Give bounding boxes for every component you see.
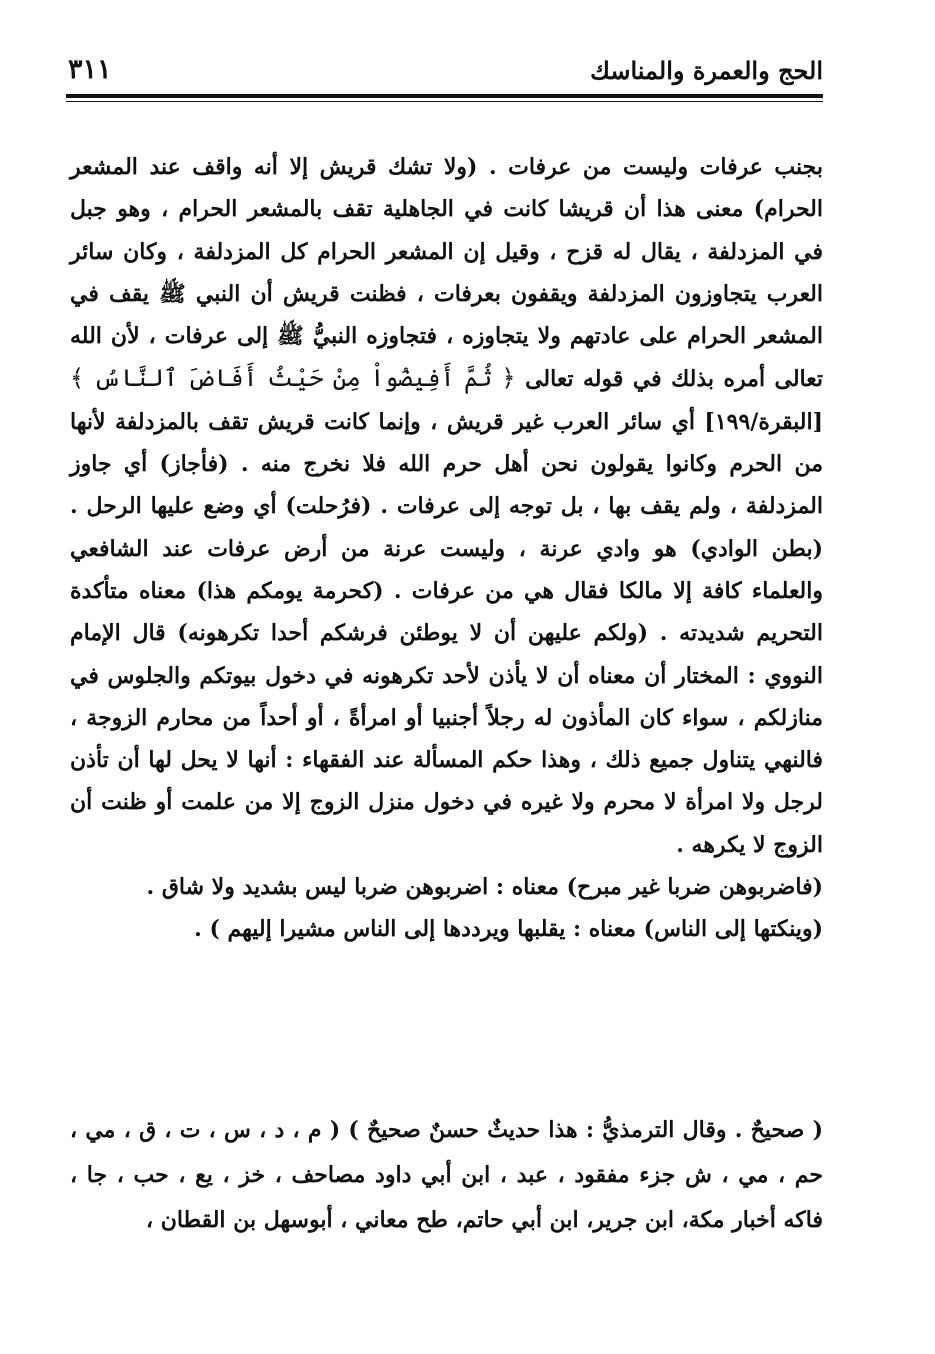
paragraph-text: [البقرة/١٩٩] أي سائر العرب غير قريش ، وإنما كانت قريش تقف بالمزدلفة لأنها من الحرم وكانوا يقولون نحن أهل حرم الله فلا نخرج منه . (فأجاز) أي جاوز المزدلفة ، ولم يقف بها ، بل توجه إلى عرفات . (فرُحلت) أي وضع عليها الرحل . (بطن الوادي) هو وادي عرنة ، وليست عرنة من أرض عرفات عند الشافعي والعلماء كافة إلا مالكا فقال هي من عرفات . (كحرمة يومكم هذا) معناه متأكدة التحريم شديدته . (ولكم عليهن أن لا يوطئن فرشكم أحدا تكرهونه) قال الإمام النووي : المختار أن معناه أن لا يأذن لأحد تكرهونه في دخول بيوتكم والجلوس في منازلكم ، سواء كان المأذون له رجلاً أجنبيا أو امرأةً ، أو أحداً من محارم الزوجة ، فالنهي يتناول جميع ذلك ، وهذا حكم المسألة عند الفقهاء : أنها لا يحل لها أن تأذن لرجل ولا امرأة لا محرم ولا غيره في دخول منزل الزوج إلا من علمت أو ظنت أن الزوج لا يكرهه . bbox=[70, 408, 823, 858]
paragraph: (فاضربوهن ضربا غير مبرح) معناه : اضربوهن ضربا ليس بشديد ولا شاق . bbox=[146, 874, 823, 901]
header-rule-thin bbox=[66, 101, 823, 102]
paragraph: (وينكتها إلى الناس) معناه : يقلبها ويرددها إلى الناس مشيرا إليهم ) . bbox=[194, 916, 823, 943]
paragraph-text: بجنب عرفات وليست من عرفات . (ولا تشك قريش إلا أنه واقف عند المشعر الحرام) معنى هذا أن قريشا كانت في الجاهلية تقف بالمشعر الحرام ، وهو جبل في المزدلفة ، يقال له قزح ، وقيل إن المشعر الحرام كل المزدلفة ، وكان سائر العرب يتجاوزون المزدلفة ويقفون بعرفات ، فظنت قريش أن النبي ﷺ يقف في المشعر الحرام على عادتهم ولا يتجاوزه ، فتجاوزه النبيُّ ﷺ إلى عرفات ، لأن الله تعالى أمره بذلك في قوله تعالى bbox=[70, 154, 823, 393]
main-text bbox=[70, 146, 823, 951]
page-header bbox=[68, 52, 823, 92]
paragraph bbox=[70, 146, 823, 866]
running-title: الحج والعمرة والمناسك bbox=[590, 56, 823, 85]
footnote-text: ( صحيحٌ . وقال الترمذيُّ : هذا حديثٌ حسنٌ صحيحٌ ) ( م ، د ، س ، ت ، ق ، مي ، حم ، مي ، ش جزء مفقود ، عبد ، ابن أبي داود مصاحف ، خز ، يع ، حب ، جا ، فاكه أخبار مكة، ابن جرير، ابن أبي حاتم، طح معاني ، أبوسهل بن القطان ، bbox=[70, 1117, 823, 1233]
page-number: ٣١١ bbox=[68, 54, 112, 85]
footnote bbox=[70, 1108, 823, 1243]
quran-verse: ﴿ ثُمَّ أَفِيضُواْ مِنْ حَيْثُ أَفَاضَ ٱلنَّاسُ ﴾ bbox=[70, 364, 516, 393]
header-rule-thick bbox=[66, 94, 823, 98]
